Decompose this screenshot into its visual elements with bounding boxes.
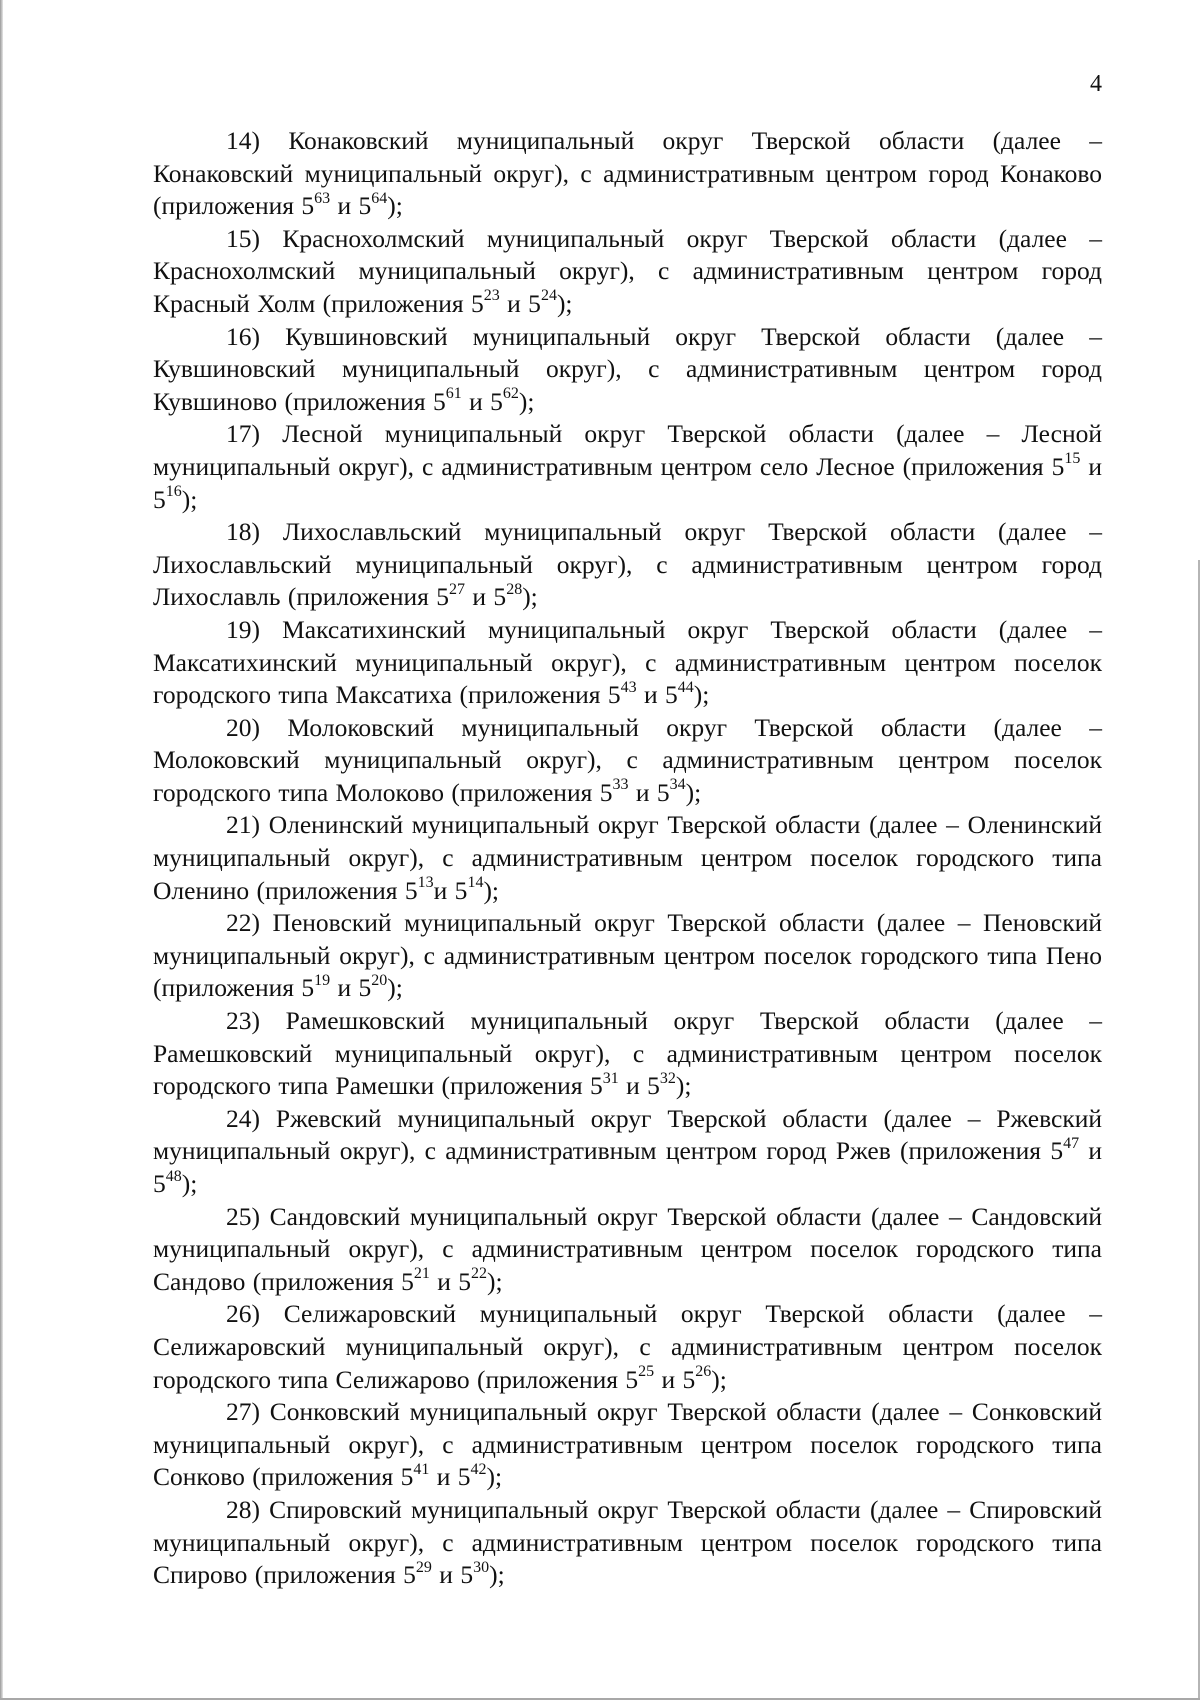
list-item: 18) Лихославльский муниципальный округ Тверской области (далее – Лихославльский муниципальный округ), с административным центром город Лихославль (приложения $5^{27}$ и $5^{28}$); bbox=[153, 517, 1103, 612]
appendix-superscript: 14 bbox=[467, 874, 484, 892]
item-number: 15) bbox=[226, 223, 260, 253]
item-number: 18) bbox=[226, 517, 260, 547]
list-item: 22) Пеновский муниципальный округ Тверской области (далее – Пеновский муниципальный округ), с административным центром поселок городского типа Пено (приложения $5^{19}$ и $5^{20}$); bbox=[153, 908, 1102, 1003]
appendix-superscript: 16 bbox=[165, 483, 182, 501]
list-item: 16) Кувшиновский муниципальный округ Тверской области (далее – Кувшиновский муниципальный округ), с административным центром город Кувшиново (приложения $5^{61}$ и $5^{62}$); bbox=[153, 321, 1103, 416]
list-item: 20) Молоковский муниципальный округ Тверской области (далее – Молоковский муниципальный округ), с административным центром поселок городского типа Молоково (приложения $5^{33}$ и $5^{34}$); bbox=[153, 712, 1102, 807]
item-number: 19) bbox=[226, 614, 260, 644]
item-text: Пеновский муниципальный округ Тверской области (далее – Пеновский муниципальный округ), с административным центром поселок городского типа Пено (приложения bbox=[153, 908, 1102, 1003]
item-text: Кувшиновский муниципальный округ Тверской области (далее – Кувшиновский муниципальный округ), с административным центром город Кувшиново (приложения bbox=[153, 321, 1103, 416]
item-number: 17) bbox=[226, 419, 260, 449]
item-text: Рамешковский муниципальный округ Тверской области (далее – Рамешковский муниципальный округ), с административным центром поселок городского типа Рамешки (приложения bbox=[153, 1006, 1102, 1101]
item-number: 25) bbox=[226, 1201, 260, 1231]
appendix-superscript: 26 bbox=[695, 1363, 712, 1381]
appendix-superscript: 44 bbox=[677, 678, 694, 696]
appendix-superscript: 34 bbox=[669, 776, 686, 794]
item-text: Сонковский муниципальный округ Тверской области (далее – Сонковский муниципальный округ), с административным центром поселок городского типа Сонково (приложения bbox=[153, 1397, 1103, 1492]
appendix-superscript: 61 bbox=[445, 385, 462, 403]
item-text: Конаковский муниципальный округ Тверской области (далее – Конаковский муниципальный округ), с административным центром город Конаково (приложения bbox=[153, 126, 1102, 221]
list-item: 23) Рамешковский муниципальный округ Тверской области (далее – Рамешковский муниципальный округ), с административным центром поселок городского типа Рамешки (приложения $5^{31}$ и $5^{32}$); bbox=[153, 1006, 1102, 1101]
item-number: 14) bbox=[226, 126, 260, 155]
item-number: 23) bbox=[226, 1006, 260, 1036]
page-number: 4 bbox=[1090, 71, 1102, 97]
appendix-superscript: 32 bbox=[659, 1069, 676, 1087]
item-number: 26) bbox=[226, 1299, 260, 1329]
appendix-superscript: 15 bbox=[1064, 450, 1081, 468]
scan-edge-left bbox=[0, 0, 3, 1700]
appendix-superscript: 23 bbox=[483, 287, 500, 305]
appendix-superscript: 21 bbox=[413, 1265, 430, 1283]
appendix-superscript: 48 bbox=[165, 1167, 182, 1185]
appendix-superscript: 29 bbox=[415, 1558, 432, 1576]
appendix-superscript: 28 bbox=[506, 580, 523, 598]
appendix-superscript: 33 bbox=[612, 776, 629, 794]
appendix-superscript: 25 bbox=[638, 1363, 655, 1381]
item-number: 28) bbox=[226, 1494, 260, 1524]
appendix-superscript: 19 bbox=[314, 971, 331, 989]
item-text: Лихославльский муниципальный округ Тверской области (далее – Лихославльский муниципальный округ), с административным центром город Лихославль (приложения bbox=[153, 517, 1103, 612]
appendix-superscript: 27 bbox=[449, 580, 466, 598]
appendix-superscript: 13 bbox=[417, 874, 434, 892]
appendix-superscript: 20 bbox=[371, 971, 388, 989]
list-item: 24) Ржевский муниципальный округ Тверской области (далее – Ржевский муниципальный округ), с административным центром город Ржев (приложения $5^{47}$ и $5^{48}$); bbox=[153, 1103, 1103, 1198]
appendix-superscript: 63 bbox=[314, 189, 331, 207]
item-text: Оленинский муниципальный округ Тверской области (далее – Оленинский муниципальный округ), с административным центром поселок городского типа Оленино (приложения bbox=[153, 810, 1103, 905]
list-item: 21) Оленинский муниципальный округ Тверской области (далее – Оленинский муниципальный округ), с административным центром поселок городского типа Оленино (приложения $5^{13}и$ $5^{14}$); bbox=[153, 810, 1103, 905]
item-number: 22) bbox=[226, 908, 260, 938]
item-number: 20) bbox=[226, 712, 260, 742]
document-body bbox=[153, 125, 1102, 1592]
list-item: 26) Селижаровский муниципальный округ Тверской области (далее – Селижаровский муниципальный округ), с административным центром поселок городского типа Селижарово (приложения $5^{25}$ и $5^{26}$); bbox=[153, 1299, 1102, 1394]
item-text: Краснохолмский муниципальный округ Тверской области (далее – Краснохолмский муниципальный округ), с административным центром город Красный Холм (приложения bbox=[153, 223, 1102, 318]
appendix-superscript: 42 bbox=[470, 1460, 487, 1478]
item-number: 21) bbox=[226, 810, 260, 840]
item-text: Сандовский муниципальный округ Тверской области (далее – Сандовский муниципальный округ), с административным центром поселок городского типа Сандово (приложения bbox=[153, 1201, 1102, 1296]
list-item: 14) Конаковский муниципальный округ Тверской области (далее – Конаковский муниципальный округ), с административным центром город Конаково (приложения $5^{63}$ и $5^{64}$); bbox=[153, 126, 1102, 221]
item-text: Селижаровский муниципальный округ Тверской области (далее – Селижаровский муниципальный округ), с административным центром поселок городского типа Селижарово (приложения bbox=[153, 1299, 1102, 1394]
item-text: Лесной муниципальный округ Тверской области (далее – Лесной муниципальный округ), с административным центром село Лесное (приложения bbox=[153, 419, 1102, 481]
list-item: 15) Краснохолмский муниципальный округ Тверской области (далее – Краснохолмский муниципальный округ), с административным центром город Красный Холм (приложения $5^{23}$ и $5^{24}$); bbox=[153, 223, 1102, 318]
appendix-superscript: 31 bbox=[602, 1069, 619, 1087]
item-text: Спировский муниципальный округ Тверской области (далее – Спировский муниципальный округ), с административным центром поселок городского типа Спирово (приложения bbox=[153, 1494, 1102, 1590]
item-number: 27) bbox=[226, 1397, 260, 1427]
appendix-superscript: 47 bbox=[1063, 1134, 1080, 1152]
list-item: 25) Сандовский муниципальный округ Тверской области (далее – Сандовский муниципальный округ), с административным центром поселок городского типа Сандово (приложения $5^{21}$ и $5^{22}$); bbox=[153, 1201, 1102, 1296]
appendix-superscript: 30 bbox=[473, 1558, 490, 1576]
list-item: 28) Спировский муниципальный округ Тверской области (далее – Спировский муниципальный округ), с административным центром поселок городского типа Спирово (приложения $5^{29}$ и $5^{30}$); bbox=[153, 1494, 1102, 1590]
appendix-superscript: 43 bbox=[620, 678, 637, 696]
item-number: 24) bbox=[226, 1103, 260, 1133]
appendix-superscript: 41 bbox=[413, 1460, 430, 1478]
appendix-superscript: 64 bbox=[371, 189, 388, 207]
appendix-superscript: 62 bbox=[502, 385, 519, 403]
item-text: Ржевский муниципальный округ Тверской области (далее – Ржевский муниципальный округ), с административным центром город Ржев (приложения bbox=[153, 1103, 1103, 1166]
appendix-superscript: 24 bbox=[540, 287, 557, 305]
item-text: Максатихинский муниципальный округ Тверской области (далее – Максатихинский муниципальный округ), с административным центром поселок городского типа Максатиха (приложения bbox=[153, 614, 1102, 710]
list-item: 19) Максатихинский муниципальный округ Тверской области (далее – Максатихинский муниципальный округ), с административным центром поселок городского типа Максатиха (приложения $5^{43}$ и $5^{44}$); bbox=[153, 614, 1102, 710]
item-text: Молоковский муниципальный округ Тверской области (далее – Молоковский муниципальный округ), с административным центром поселок городского типа Молоково (приложения bbox=[153, 712, 1102, 807]
list-item: 17) Лесной муниципальный округ Тверской области (далее – Лесной муниципальный округ), с административным центром село Лесное (приложения $5^{15}$ и $5^{16}$); bbox=[153, 419, 1102, 514]
appendix-superscript: 22 bbox=[470, 1265, 487, 1283]
list-item: 27) Сонковский муниципальный округ Тверской области (далее – Сонковский муниципальный округ), с административным центром поселок городского типа Сонково (приложения $5^{41}$ и $5^{42}$); bbox=[153, 1397, 1103, 1492]
item-number: 16) bbox=[226, 321, 260, 351]
